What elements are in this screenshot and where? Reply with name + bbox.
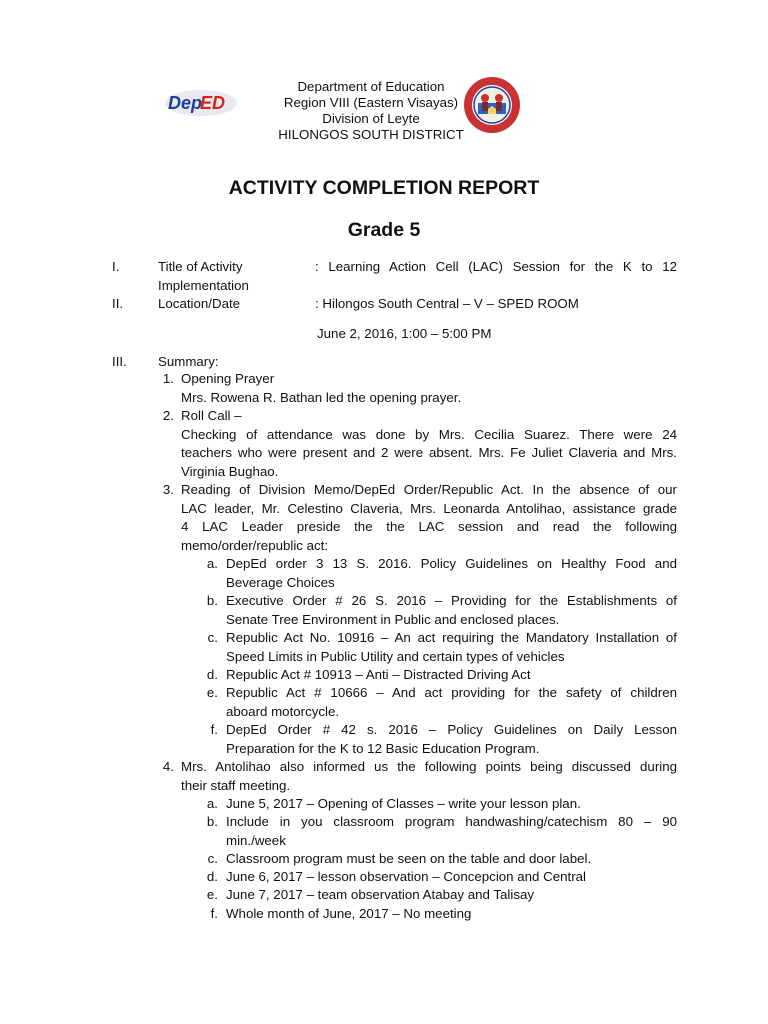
sub-item-letter: f.	[210, 906, 218, 921]
sub-item-letter: e.	[206, 887, 218, 902]
sub-item-letter: c.	[207, 851, 218, 866]
svg-text:ED: ED	[200, 93, 226, 113]
svg-text:Dep: Dep	[168, 93, 203, 113]
sub-item-letter: f.	[210, 722, 218, 737]
sub-item-letter: d.	[206, 869, 218, 884]
letterhead-line-4: HILONGOS SOUTH DISTRICT	[278, 127, 464, 142]
item-text: Mrs. Antolihao also informed us the following points being discussed during their staff meeting.	[181, 759, 677, 793]
item-number: 4.	[162, 759, 174, 774]
report-title: ACTIVITY COMPLETION REPORT	[228, 177, 540, 199]
section-ii-date: June 2, 2016, 1:00 – 5:00 PM	[317, 326, 492, 341]
sub-item-text: Republic Act # 10913 – Anti – Distracted Driving Act	[226, 667, 531, 682]
sub-item-text: Republic Act No. 10916 – An act requiring the Mandatory Installation of Speed Limits in Public Utility and certain types of vehicles	[226, 630, 677, 664]
section-ii-number: II.	[112, 296, 124, 311]
letterhead-line-2: Region VIII (Eastern Visayas)	[283, 95, 459, 110]
item-text: Reading of Division Memo/DepEd Order/Republic Act. In the absence of our LAC leader, Mr. Celestino Claveria, Mrs. Leonarda Antolihao, assistance grade 4 LAC Leader preside the the LAC session and read the following memo/order/republic act:	[181, 482, 677, 553]
sub-item-text: June 6, 2017 – lesson observation – Concepcion and Central	[226, 869, 586, 884]
section-iii-number: III.	[112, 354, 127, 369]
sub-item-text: DepEd order 3 13 S. 2016. Policy Guidelines on Healthy Food and Beverage Choices	[226, 556, 677, 590]
sub-item-letter: a.	[206, 556, 218, 571]
section-ii-value: : Hilongos South Central – V – SPED ROOM	[315, 296, 579, 311]
deped-logo	[164, 88, 238, 118]
sub-item-letter: b.	[206, 593, 218, 608]
section-iii-label: Summary:	[158, 354, 219, 369]
section-ii-label: Location/Date	[158, 296, 241, 311]
section-i-label: Title of Activity Implementation	[158, 259, 249, 293]
sub-item-letter: c.	[207, 630, 218, 645]
item-number: 2.	[162, 408, 174, 423]
sub-item-letter: d.	[206, 667, 218, 682]
sub-item-letter: b.	[206, 814, 218, 829]
letterhead-line-1: Department of Education	[297, 79, 445, 94]
sub-item-text: June 5, 2017 – Opening of Classes – write your lesson plan.	[226, 796, 581, 811]
item-number: 3.	[162, 482, 174, 497]
item-number: 1.	[162, 371, 174, 386]
item-text: Opening Prayer Mrs. Rowena R. Bathan led the opening prayer.	[181, 371, 462, 405]
sub-item-text: Executive Order # 26 S. 2016 – Providing for the Establishments of Senate Tree Environment in Public and enclosed places.	[226, 593, 677, 627]
sub-item-text: DepEd Order # 42 s. 2016 – Policy Guidelines on Daily Lesson Preparation for the K to 12 Basic Education Program.	[226, 722, 677, 756]
sub-item-text: Classroom program must be seen on the table and door label.	[226, 851, 592, 866]
sub-item-letter: e.	[206, 685, 218, 700]
sub-item-text: June 7, 2017 – team observation Atabay and Talisay	[226, 887, 535, 902]
section-i-number: I.	[112, 259, 120, 274]
item-text: Roll Call – Checking of attendance was done by Mrs. Cecilia Suarez. There were 24 teachers who were present and 2 were absent. Mrs. Fe Juliet Claveria and Mrs. Virginia Bughao.	[181, 408, 677, 479]
sub-item-text: Include in you classroom program handwashing/catechism 80 – 90 min./week	[226, 814, 677, 848]
letterhead-line-3: Division of Leyte	[322, 111, 420, 126]
sub-item-text: Republic Act # 10666 – And act providing for the safety of children aboard motorcycle.	[226, 685, 677, 719]
sub-item-letter: a.	[206, 796, 218, 811]
sub-item-text: Whole month of June, 2017 – No meeting	[226, 906, 472, 921]
school-seal-icon	[463, 76, 521, 134]
section-i-value: : Learning Action Cell (LAC) Session for the K to 12	[315, 259, 677, 274]
report-subtitle: Grade 5	[347, 219, 421, 241]
